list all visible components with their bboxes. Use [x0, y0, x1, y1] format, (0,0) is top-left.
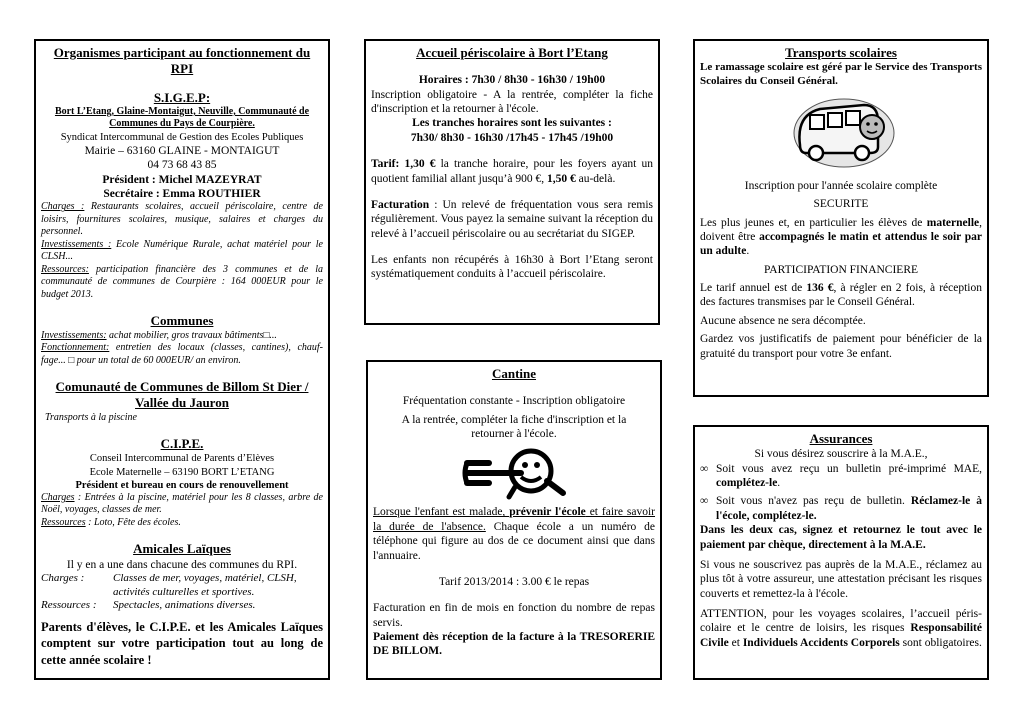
- amicales-charges: Charges : Classes de mer, voyages, matériel, CLSH, activités culturelles et sportives.: [41, 571, 297, 598]
- assurances-non-souscrit: Si vous ne souscrivez pas auprès de la M.A.E., réclamez au plus tôt à votre assureur, une attestation précisant les risques couverts et remettez-la à l'école.: [700, 558, 982, 600]
- assurances-intro: Si vous désirez souscrire à la M.A.E.,: [754, 448, 928, 461]
- periscolaire-panel: [364, 39, 660, 325]
- organismes-panel: [34, 39, 330, 680]
- cantine-paiement: Paiement dès réception de la facture à la TRESORERIE DE BILLOM.: [373, 631, 655, 658]
- communes-investissements: Investissements: achat mobilier, gros travaux bâtiments□...: [41, 329, 277, 341]
- transports-securite-heading: SECURITE: [813, 198, 869, 211]
- sigep-phone: 04 73 68 43 85: [147, 159, 217, 172]
- sigep-address: Mairie – 63160 GLAINE - MONTAIGUT: [84, 144, 280, 157]
- amicales-ressources: Ressources : Spectacles, animations diverses.: [41, 599, 256, 612]
- billom-text: Transports à la piscine: [45, 411, 137, 423]
- closing-message: Parents d'élèves, le C.I.P.E. et les Amicales Laïques comptent sur votre participation tout au long de cette année scolaire !: [41, 620, 323, 667]
- cipe-school: Ecole Maternelle – 63190 BORT L’ETANG: [89, 466, 275, 478]
- cantine-tarif: Tarif 2013/2014 : 3.00 € le repas: [438, 575, 590, 588]
- transports-title: Transports scolaires: [785, 45, 897, 60]
- transports-absence: Aucune absence ne sera décomptée.: [700, 314, 866, 327]
- billom-heading: Comunauté de Communes de Billom St Dier / Vallée du Jauron: [55, 379, 309, 411]
- cipe-heading: C.I.P.E.: [160, 436, 204, 452]
- transports-justificatifs: Gardez vos justificatifs de paiement pour bénéficier de la gratuité du transport pour votre 3e enfant.: [700, 333, 982, 360]
- transports-intro: Le ramassage scolaire est géré par le Service des Transports Scolaires du Conseil Général.: [700, 61, 982, 87]
- sigep-communes: Bort L’Etang, Glaine-Montaigut, Neuville, Communauté de Communes du Pays de Courpière.: [54, 105, 310, 130]
- sigep-investissements: Investissements : Ecole Numérique Rurale, achat matériel pour le CLSH...: [41, 238, 323, 263]
- sigep-full-name: Syndicat Intercommunal de Gestion des Ecoles Publiques: [60, 131, 304, 143]
- cipe-status: Président et bureau en cours de renouvellement: [75, 479, 289, 491]
- periscolaire-hours: Horaires : 7h30 / 8h30 - 16h30 / 19h00: [418, 74, 606, 87]
- school-bus-icon: [700, 89, 982, 173]
- amicales-heading: Amicales Laïques: [133, 541, 231, 557]
- transports-tarif: Le tarif annuel est de 136 €, à régler en 2 fois, à réception des factures transmises par le Conseil Général.: [700, 282, 982, 309]
- sigep-secretary: Secrétaire : Emma ROUTHIER: [103, 188, 261, 200]
- sigep-heading: S.I.G.E.P:: [153, 89, 211, 105]
- periscolaire-facturation: Facturation : Un relevé de fréquentation vous sera remis régulièrement. Vous payez la semaine suivant la réception du relevé à l’accueil périscolaire ou au secrétariat du SIGEP.: [371, 198, 653, 240]
- assurances-bullet-1: ∞ Soit vous avez reçu un bulletin pré-imprimé MAE, complétez-le.: [700, 462, 982, 489]
- assurances-attention: ATTENTION, pour les voyages scolaires, l’accueil péris-colaire et le centre de loisirs, les risques Responsabilité Civile et Individuels Accidents Corporels sont obligatoires.: [700, 608, 982, 649]
- periscolaire-title: Accueil périscolaire à Bort l’Etang: [416, 45, 608, 60]
- cantine-malade: Lorsque l'enfant est malade, prévenir l'école et faire savoir la durée de l'absence. Chaque école a un numéro de téléphone qui figure au dos de ce document ainsi que dans l'annuaire.: [373, 506, 656, 562]
- periscolaire-tranches: 7h30/ 8h30 - 16h30 /17h45 - 17h45 /19h00: [410, 131, 614, 144]
- sigep-president: Président : Michel MAZEYRAT: [102, 173, 262, 186]
- cantine-title: Cantine: [491, 366, 537, 381]
- periscolaire-tarif: Tarif: 1,30 € la tranche horaire, pour les foyers ayant un quotient familial allant jusqu’à 900 €, 1,50 € au-delà.: [371, 158, 653, 185]
- cipe-charges: Charges : Entrées à la piscine, matériel pour les 8 classes, arbre de Noël, voyages, classes de mer.: [41, 491, 323, 516]
- cantine-rentree: A la rentrée, compléter la fiche d'inscription et la retourner à l'école.: [401, 413, 627, 440]
- transports-participation-heading: PARTICIPATION FINANCIERE: [763, 263, 919, 276]
- periscolaire-tranches-title: Les tranches horaires sont les suivantes :: [412, 117, 612, 130]
- communes-fonctionnement: Fonctionnement: entretien des locaux (classes, cantines), chauf-fage... □ pour un total de 60 000EUR/ an environ.: [41, 342, 323, 366]
- assurances-panel: [693, 425, 989, 680]
- transports-inscription: Inscription pour l'année scolaire complète: [744, 179, 938, 192]
- infinity-bullet-icon: ∞: [700, 462, 709, 475]
- amicales-intro: Il y en a une dans chacune des communes du RPI.: [66, 558, 298, 571]
- assurances-deux-cas: Dans les deux cas, signez et retournez le tout avec le paiement par chèque, directement à la M.A.E.: [700, 524, 982, 551]
- periscolaire-inscription: Inscription obligatoire - A la rentrée, compléter la fiche d'inscription et la retourner à l'école.: [371, 88, 653, 115]
- cantine-panel: [366, 360, 662, 680]
- cantine-frequentation: Fréquentation constante - Inscription obligatoire: [402, 395, 626, 408]
- cipe-full-name: Conseil Intercommunal de Parents d’Elèves: [89, 453, 275, 465]
- organismes-title: Organismes participant au fonctionnement du RPI: [53, 45, 311, 77]
- infinity-bullet-icon: ∞: [700, 495, 709, 508]
- sigep-ressources: Ressources: participation financière des 3 communes et de la communauté de communes de Courpière : 164 000EUR pour le budget 2013.: [41, 263, 323, 300]
- assurances-bullet-2: ∞ Soit vous n'avez pas reçu de bulletin. Réclamez-le à l'école, complétez-le.: [700, 495, 982, 522]
- fork-face-icon: [373, 441, 655, 505]
- sigep-charges: Charges : Restaurants scolaires, accueil périscolaire, centre de loisirs, fournitures scolaires, musique, salaires et charges du personnel.: [41, 201, 323, 238]
- transports-panel: [693, 39, 989, 397]
- assurances-title: Assurances: [809, 431, 873, 446]
- periscolaire-retard: Les enfants non récupérés à 16h30 à Bort l’Etang seront systématiquement conduits à l’accueil périscolaire.: [371, 254, 653, 281]
- cantine-facturation: Facturation en fin de mois en fonction du nombre de repas servis.: [373, 602, 655, 629]
- cipe-ressources: Ressources : Loto, Fête des écoles.: [41, 516, 181, 528]
- communes-heading: Communes: [150, 313, 214, 329]
- transports-securite-text: Les plus jeunes et, en particulier les élèves de maternelle, doivent être accompagnés le matin et attendus le soir par un adulte.: [700, 216, 983, 258]
